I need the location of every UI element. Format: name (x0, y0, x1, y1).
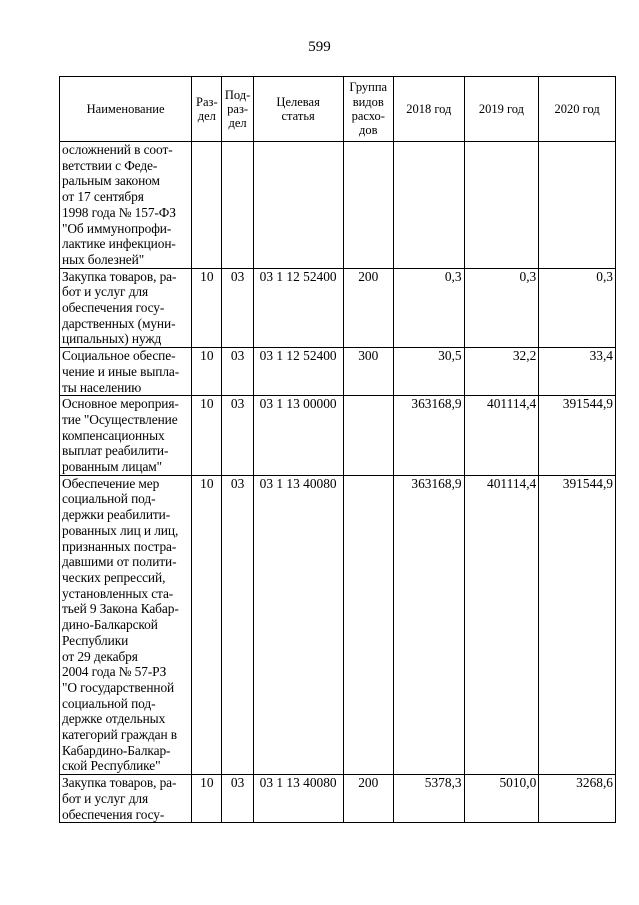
cell-name: Закупка товаров, ра- бот и услуг для обеспечения госу- дарственных (муни- ципальных) нужд (60, 268, 192, 348)
cell-name: Закупка товаров, ра- бот и услуг для обеспечения госу- (60, 775, 192, 823)
cell-2018: 363168,9 (393, 396, 464, 476)
cell-target-article: 03 1 13 40080 (253, 475, 343, 774)
header-podrazdel: Под- раз- дел (222, 77, 253, 142)
cell-2019: 401114,4 (464, 475, 539, 774)
header-year-2019: 2019 год (464, 77, 539, 142)
cell-podrazdel (222, 142, 253, 269)
cell-2020: 391544,9 (539, 396, 616, 476)
cell-target-article: 03 1 12 52400 (253, 348, 343, 396)
cell-razdel (192, 142, 222, 269)
cell-podrazdel: 03 (222, 775, 253, 823)
cell-podrazdel: 03 (222, 396, 253, 476)
cell-target-article: 03 1 13 40080 (253, 775, 343, 823)
header-year-2018: 2018 год (393, 77, 464, 142)
cell-2020: 0,3 (539, 268, 616, 348)
cell-expense-group: 200 (343, 775, 393, 823)
cell-podrazdel: 03 (222, 268, 253, 348)
cell-razdel: 10 (192, 775, 222, 823)
cell-2020: 33,4 (539, 348, 616, 396)
cell-expense-group (343, 475, 393, 774)
cell-name: Социальное обеспе- чение и иные выпла- ты населению (60, 348, 192, 396)
cell-target-article: 03 1 13 00000 (253, 396, 343, 476)
header-year-2020: 2020 год (539, 77, 616, 142)
table-row (60, 142, 616, 269)
cell-2019: 5010,0 (464, 775, 539, 823)
cell-razdel: 10 (192, 396, 222, 476)
cell-expense-group (343, 142, 393, 269)
table-row (60, 348, 616, 396)
cell-expense-group: 300 (343, 348, 393, 396)
cell-2019: 401114,4 (464, 396, 539, 476)
cell-podrazdel: 03 (222, 475, 253, 774)
cell-expense-group (343, 396, 393, 476)
cell-name: Обеспечение мер социальной под- держки реабилити- рованных лиц и лиц, признанных постра- давшими от полити- ческих репрессий, установленных ста- тьей 9 Закона Кабар- дино-Балкарской Республики от 29 декабря 2004 года № 57-РЗ "О государственной социальной под- держке отдельных категорий граждан в Кабардино-Балкар- ской Республике" (60, 475, 192, 774)
cell-podrazdel: 03 (222, 348, 253, 396)
cell-2020: 3268,6 (539, 775, 616, 823)
header-name: Наименование (60, 77, 192, 142)
cell-2018: 5378,3 (393, 775, 464, 823)
cell-2018 (393, 142, 464, 269)
budget-table (59, 76, 616, 823)
cell-name: Основное мероприя- тие "Осуществление компенсационных выплат реабилити- рованным лицам" (60, 396, 192, 476)
table-header-row (60, 77, 616, 142)
header-expense-group: Группа видов расхо- дов (343, 77, 393, 142)
cell-razdel: 10 (192, 268, 222, 348)
cell-2018: 0,3 (393, 268, 464, 348)
header-razdel: Раз- дел (192, 77, 222, 142)
cell-name: осложнений в соот- ветствии с Феде- ральным законом от 17 сентября 1998 года № 157-ФЗ "Об иммунопрофи- лактике инфекцион- ных болезней" (60, 142, 192, 269)
cell-2018: 30,5 (393, 348, 464, 396)
cell-razdel: 10 (192, 475, 222, 774)
table-row (60, 775, 616, 823)
table-row (60, 475, 616, 774)
header-target-article: Целевая статья (253, 77, 343, 142)
table-row (60, 268, 616, 348)
cell-2019 (464, 142, 539, 269)
cell-2019: 0,3 (464, 268, 539, 348)
cell-expense-group: 200 (343, 268, 393, 348)
cell-2020 (539, 142, 616, 269)
cell-target-article: 03 1 12 52400 (253, 268, 343, 348)
cell-razdel: 10 (192, 348, 222, 396)
page-number: 599 (308, 39, 331, 55)
cell-2018: 363168,9 (393, 475, 464, 774)
cell-2020: 391544,9 (539, 475, 616, 774)
cell-target-article (253, 142, 343, 269)
table-row (60, 396, 616, 476)
cell-2019: 32,2 (464, 348, 539, 396)
